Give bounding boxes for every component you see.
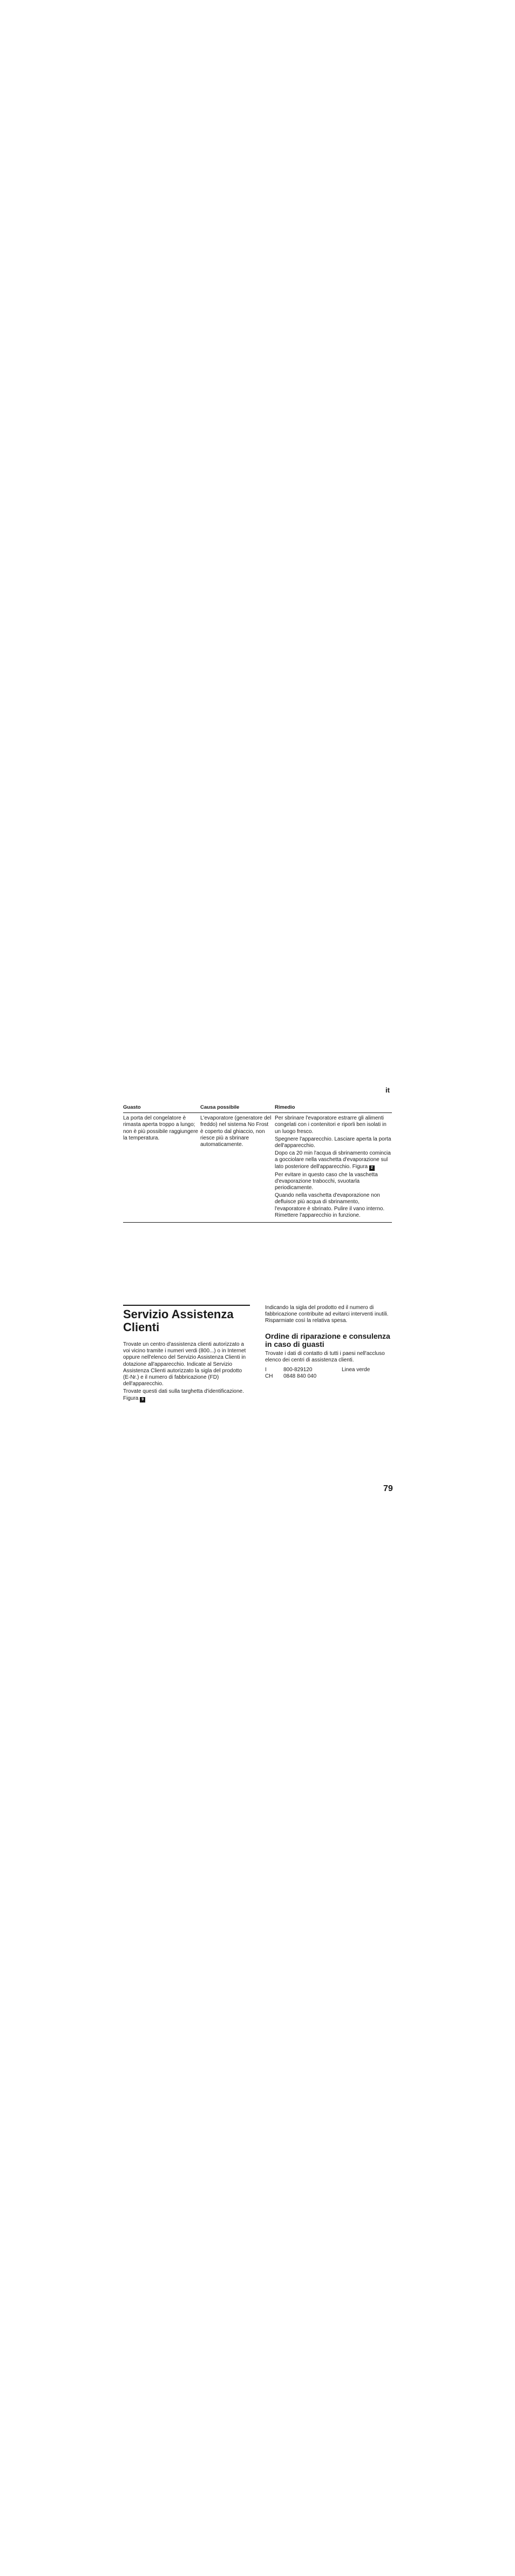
- section-title: Servizio Assistenza Clienti: [123, 1307, 234, 1334]
- service-paragraph: [123, 1388, 250, 1402]
- column-header-remedy: Rimedio: [275, 1104, 295, 1110]
- figure-ref-icon: 2: [369, 1165, 375, 1171]
- table-row: [123, 1113, 392, 1223]
- contact-note: Linea verde: [342, 1367, 370, 1373]
- remedy-cell: [275, 1115, 392, 1220]
- contact-number: 0848 840 040: [283, 1373, 317, 1380]
- subheading: Ordine di riparazione e consulenza in caso di guasti: [265, 1331, 390, 1348]
- remedy-step: Spegnere l'apparecchio. Lasciare aperta la porta dell'apparecchio.: [275, 1136, 391, 1149]
- fault-cell: La porta del congelatore è rimasta aperta troppo a lungo; non è più possibile raggiungere la temperatura.: [123, 1115, 198, 1141]
- service-paragraph: Trovate i dati di contatto di tutti i paesi nell'accluso elenco dei centri di assistenza clienti.: [265, 1350, 385, 1363]
- remedy-step-text: Dopo ca 20 min l'acqua di sbrinamento comincia a gocciolare nella vaschetta d'evaporazione sul lato posteriore dell'apparecchio. Figura: [275, 1150, 391, 1170]
- column-header-cause: Causa possibile: [200, 1104, 240, 1110]
- contact-country: CH: [265, 1373, 273, 1380]
- language-code: it: [385, 1086, 390, 1094]
- remedy-step: [275, 1150, 392, 1170]
- contact-row: [265, 1373, 392, 1380]
- contact-country: I: [265, 1367, 267, 1373]
- service-paragraph: Indicando la sigla del prodotto ed il numero di fabbricazione contribuite ad evitarci interventi inutili. Risparmiate così la relativa spesa.: [265, 1305, 389, 1324]
- figure-ref-icon: 9: [140, 1397, 145, 1402]
- heading-rule: [123, 1305, 250, 1306]
- table-header: [123, 1104, 392, 1113]
- remedy-step: Quando nella vaschetta d'evaporazione non defluisce più acqua di sbrinamento, l'evaporatore è sbrinato. Pulire il vano interno. Rimettere l'apparecchio in funzione.: [275, 1192, 385, 1218]
- column-header-fault: Guasto: [123, 1104, 141, 1110]
- remedy-step: Per evitare in questo caso che la vaschetta d'evaporazione trabocchi, svuotarla periodicamente.: [275, 1171, 378, 1191]
- cause-cell: L'evaporatore (generatore del freddo) nel sistema No Frost è coperto dal ghiaccio, non riesce più a sbrinare automaticamente.: [200, 1115, 272, 1148]
- page-number: 79: [383, 1484, 393, 1493]
- contact-number: 800-829120: [283, 1367, 313, 1373]
- service-left-column: [123, 1305, 250, 1404]
- service-right-column: [265, 1305, 392, 1380]
- service-paragraph-text: Trovate questi dati sulla targhetta d'identificazione. Figura: [123, 1388, 244, 1401]
- troubleshooting-table: [123, 1104, 392, 1223]
- service-paragraph: Trovate un centro d'assistenza clienti autorizzato a voi vicino tramite i numeri verdi (800...) o in Internet oppure nell'elenco del Servizio Assistenza Clienti in dotazione all'apparecchio. Indicate al Servizio Assistenza Clienti autorizzato la sigla del prodotto (E-Nr.) e il numero di fabbricazione (FD) dell'apparecchio.: [123, 1341, 246, 1387]
- remedy-step: Per sbrinare l'evaporatore estrarre gli alimenti congelati con i contenitori e riporli ben isolati in un luogo fresco.: [275, 1115, 387, 1135]
- contact-row: [265, 1367, 392, 1373]
